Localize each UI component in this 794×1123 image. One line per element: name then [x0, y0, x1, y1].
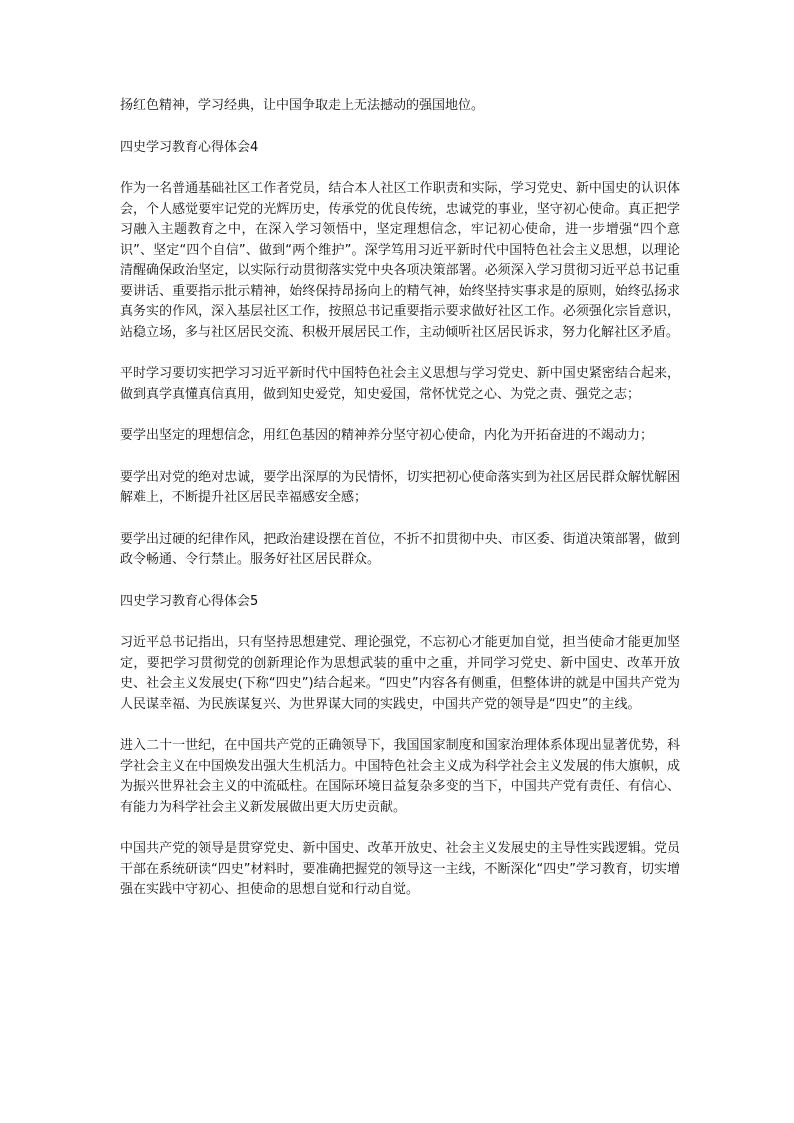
paragraph-daily-study: 平时学习要切实把学习习近平新时代中国特色社会主义思想与学习党史、新中国史紧密结合起来，做到真学真懂真信真用，做到知史爱党，知史爱国，常怀忧党之心、为党之责、强党之志； [120, 366, 680, 402]
paragraph-general-secretary: 习近平总书记指出，只有坚持思想建党、理论强党，不忘初心才能更加自觉，担当使命才能更加坚定，要把学习贯彻党的创新理论作为思想武装的重中之重，并同学习党史、新中国史、改革开放史、社会主义发展史(下称“四史”)结合起来。“四史”内容各有侧重，但整体讲的就是中国共产党为人民谋幸福、为民族谋复兴、为世界谋大同的实践史，中国共产党的领导是“四史”的主线。 [120, 635, 680, 712]
paragraph-ideals: 要学出坚定的理想信念，用红色基因的精神养分坚守初心使命，内化为开拓奋进的不竭动力； [120, 428, 654, 443]
paragraph-discipline: 要学出过硬的纪律作风，把政治建设摆在首位，不折不扣贯彻中央、市区委、街道决策部署，做到政令畅通、令行禁止。服务好社区居民群众。 [120, 531, 680, 567]
paragraph-loyalty: 要学出对党的绝对忠诚，要学出深厚的为民情怀，切实把初心使命落实到为社区居民群众解忧解困解难上，不断提升社区居民幸福感安全感； [120, 469, 680, 505]
paragraph-21st-century: 进入二十一世纪，在中国共产党的正确领导下，我国国家制度和国家治理体系体现出显著优势，科学社会主义在中国焕发出强大生机活力。中国特色社会主义成为科学社会主义发展的伟大旗帜，成为振兴世界社会主义的中流砥柱。在国际环境日益复杂多变的当下，中国共产党有责任、有信心、有能力为科学社会主义新发展做出更大历史贡献。 [120, 738, 680, 815]
document-body [120, 96, 680, 922]
section-heading-5: 四史学习教育心得体会5 [120, 593, 259, 609]
paragraph-community-worker: 作为一名普通基础社区工作者党员，结合本人社区工作职责和实际，学习党史、新中国史的认识体会，个人感觉要牢记党的光辉历史，传承党的优良传统，忠诚党的事业，坚守初心使命。真正把学习融入主题教育之中，在深入学习领悟中，坚定理想信念，牢记初心使命，进一步增强“四个意识”、坚定“四个自信”、做到“两个维护”。深学笃用习近平新时代中国特色社会主义思想，以理论清醒确保政治坚定，以实际行动贯彻落实党中央各项决策部署。必须深入学习贯彻习近平总书记重要讲话、重要指示批示精神，始终保持昂扬向上的精气神，始终坚持实事求是的原则，始终弘扬求真务实的作风，深入基层社区工作，按照总书记重要指示要求做好社区工作。必须强化宗旨意识，站稳立场，多与社区居民交流、积极开展居民工作，主动倾听社区居民诉求，努力化解社区矛盾。 [120, 181, 680, 340]
paragraph-closing-line: 扬红色精神，学习经典，让中国争取走上无法撼动的强国地位。 [120, 98, 485, 113]
paragraph-party-leadership: 中国共产党的领导是贯穿党史、新中国史、改革开放史、社会主义发展史的主导性实践逻辑。党员干部在系统研读“四史”材料时，要准确把握党的领导这一主线，不断深化“四史”学习教育，切实增强在实践中守初心、担使命的思想自觉和行动自觉。 [120, 841, 680, 897]
section-heading-4: 四史学习教育心得体会4 [120, 139, 259, 155]
